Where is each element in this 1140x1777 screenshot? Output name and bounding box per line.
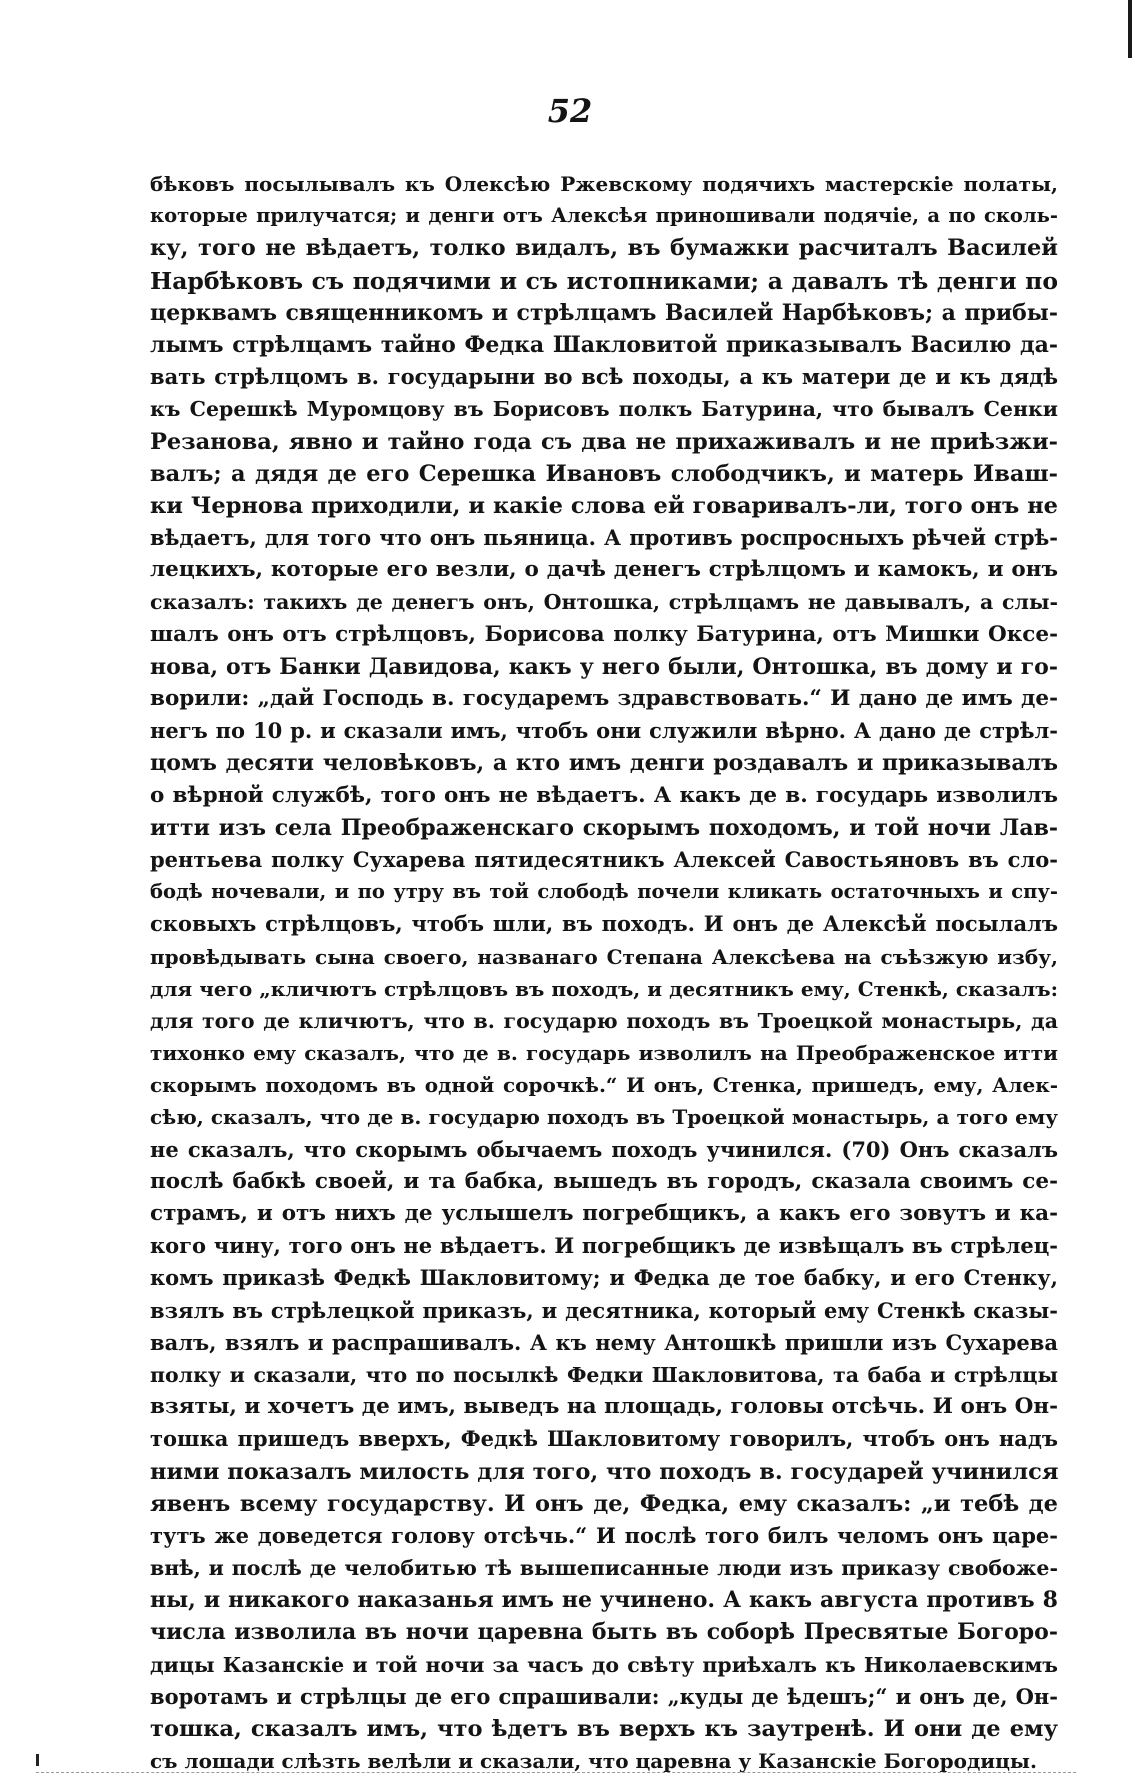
text-line: которые прилучатся; и денги отъ Алексѣя приношивали подячіе, а по сколь- xyxy=(150,204,1058,228)
text-line: скорымъ походомъ въ одной сорочкѣ.“ И онъ, Стенка, пришедъ, ему, Алек- xyxy=(150,1073,1058,1098)
text-line: ки Чернова приходили, и какіе слова ей говаривалъ-ли, того онъ не xyxy=(150,492,1058,519)
text-line: комъ приказѣ Федкѣ Шакловитому; и Федка де тое бабку, и его Стенку, xyxy=(150,1265,1058,1291)
text-line: провѣдывать сына своего, названаго Степана Алексѣева на съѣзжую избу, xyxy=(150,944,1058,969)
text-line: числа изволила въ ночи царевна быть въ соборѣ Пресвятые Богоро- xyxy=(150,1619,1058,1646)
text-line: кого чину, того онъ не вѣдаетъ. И погребщикъ де извѣщалъ въ стрѣлец- xyxy=(150,1233,1058,1259)
page-number: 52 xyxy=(547,92,593,130)
text-line: церквамъ священникомъ и стрѣлцамъ Василей Нарбѣковъ; а прибы- xyxy=(150,299,1058,326)
text-line: сковыхъ стрѣлцовъ, чтобъ шли, въ походъ. И онъ де Алексѣй посылалъ xyxy=(150,911,1058,937)
text-line: сѣю, сказалъ, что де в. государю походъ въ Троецкой монастырь, а того ему xyxy=(150,1105,1058,1130)
text-line: цомъ десяти человѣковъ, а кто имъ денги роздавалъ и приказывалъ xyxy=(150,750,1058,777)
text-line: взялъ въ стрѣлецкой приказъ, и десятника, который ему Стенкѣ сказы- xyxy=(150,1297,1058,1323)
text-line: для чего „кличютъ стрѣлцовъ въ походъ, и десятникъ ему, Стенкѣ, сказалъ: xyxy=(150,976,1058,1001)
text-line: тошка, сказалъ имъ, что ѣдетъ въ верхъ къ заутренѣ. И они де ему xyxy=(150,1716,1058,1742)
text-line: лецкихъ, которые его везли, о дачѣ денегъ стрѣлцомъ и камокъ, и онъ xyxy=(150,557,1058,583)
text-line: лымъ стрѣлцамъ тайно Федка Шакловитой приказывалъ Василю да- xyxy=(150,331,1058,358)
text-line: валъ; а дядя де его Серешка Ивановъ слободчикъ, и матерь Иваш- xyxy=(150,460,1058,487)
text-line: рентьева полку Сухарева пятидесятникъ Алексей Савостьяновъ въ сло- xyxy=(150,846,1058,872)
text-line: вать стрѣлцомъ в. государыни во всѣ походы, а къ матери де и къ дядѣ xyxy=(150,364,1058,390)
text-line: валъ, взялъ и распрашивалъ. А къ нему Антошкѣ пришли изъ Сухарева xyxy=(150,1329,1058,1355)
text-line: шалъ онъ отъ стрѣлцовъ, Борисова полку Батурина, отъ Мишки Оксе- xyxy=(150,621,1058,647)
text-line: для того де кличютъ, что в. государю походъ въ Троецкой монастырь, да xyxy=(150,1008,1058,1033)
text-line: дицы Казанскіе и той ночи за часъ до свѣту приѣхалъ къ Николаевскимъ xyxy=(150,1652,1058,1677)
text-line: полку и сказали, что по посылкѣ Федки Шакловитова, та баба и стрѣлцы xyxy=(150,1362,1058,1387)
text-line: послѣ бабкѣ своей, и та бабка, вышедъ въ городъ, сказала своимъ се- xyxy=(150,1168,1058,1194)
text-line: вѣдаетъ, для того что онъ пьяница. А противъ роспросныхъ рѣчей стрѣ- xyxy=(150,525,1058,551)
text-line: тихонко ему сказалъ, что де в. государь изволилъ на Преображенское итти xyxy=(150,1041,1058,1066)
text-line: къ Серешкѣ Муромцову въ Борисовъ полкъ Батурина, что бывалъ Сенки xyxy=(150,397,1058,422)
text-line: тутъ же доведется голову отсѣчь.“ И послѣ того билъ челомъ онъ царе- xyxy=(150,1522,1058,1548)
text-line: не сказалъ, что скорымъ обычаемъ походъ учинился. (70) Онъ сказалъ xyxy=(150,1136,1058,1162)
text-line: Резанова, явно и тайно года съ два не прихаживалъ и не приѣзжи- xyxy=(150,428,1058,455)
text-line: бодѣ ночевали, и по утру въ той слободѣ почели кликать остаточныхъ и спу- xyxy=(150,880,1058,904)
text-line: Нарбѣковъ съ подячими и съ истопниками; а давалъ тѣ денги по xyxy=(150,266,1058,295)
text-line: внѣ, и послѣ де челобитью тѣ вышеписанные люди изъ приказу свобоже- xyxy=(150,1556,1058,1581)
text-line: нова, отъ Банки Давидова, какъ у него были, Онтошка, въ дому и го- xyxy=(150,653,1058,680)
scan-edge-mark xyxy=(1128,0,1132,58)
text-line: итти изъ села Преображенскаго скорымъ походомъ, и той ночи Лав- xyxy=(150,814,1058,841)
text-line: ку, того не вѣдаетъ, толко видалъ, въ бумажки расчиталъ Василей xyxy=(150,235,1058,262)
text-line: о вѣрной службѣ, того онъ не вѣдаетъ. А какъ де в. государь изволилъ xyxy=(150,782,1058,808)
body-text xyxy=(150,168,1058,1777)
text-line: ними показалъ милость для того, что походъ в. государей учинился xyxy=(150,1458,1058,1485)
text-line: воротамъ и стрѣлцы де его спрашивали: „куды де ѣдешъ;“ и онъ де, Он- xyxy=(150,1683,1058,1709)
text-line: съ лошади слѣзть велѣли и сказали, что царевна у Казанскіе Богородицы. xyxy=(150,1749,1037,1774)
scan-mark xyxy=(36,1754,39,1766)
text-line: тошка пришедъ вверхъ, Федкѣ Шакловитому говорилъ, чтобъ онъ надъ xyxy=(150,1426,1058,1452)
text-line: ны, и никакого наказанья имъ не учинено. А какъ августа противъ 8 xyxy=(150,1587,1058,1614)
text-line: взяты, и хочетъ де имъ, выведъ на площадь, головы отсѣчь. И онъ Он- xyxy=(150,1394,1058,1420)
text-line: сказалъ: такихъ де денегъ онъ, Онтошка, стрѣлцамъ не давывалъ, а слы- xyxy=(150,590,1058,615)
text-line: страмъ, и отъ нихъ де услышелъ погребщикъ, а какъ его зовутъ и ка- xyxy=(150,1201,1058,1226)
text-line: явенъ всему государству. И онъ де, Федка, ему сказалъ: „и тебѣ де xyxy=(150,1490,1058,1517)
text-line: бѣковъ посылывалъ къ Олексѣю Ржевскому подячихъ мастерскіе полаты, xyxy=(150,172,1058,196)
text-line: ворили: „дай Господь в. государемъ здравствовать.“ И дано де имъ де- xyxy=(150,686,1058,711)
text-line: негъ по 10 р. и сказали имъ, чтобъ они служили вѣрно. А дано де стрѣл- xyxy=(150,718,1058,744)
